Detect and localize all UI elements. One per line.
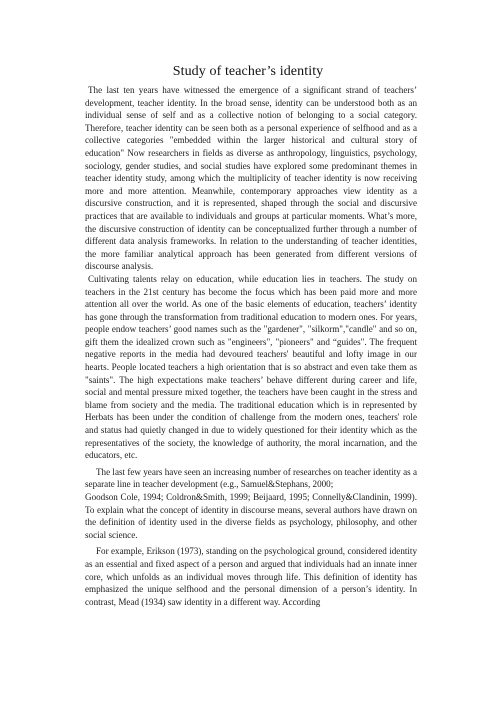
document-body [85, 84, 417, 608]
paragraph-1: The last ten years have witnessed the emergence of a significant strand of teachers’ development, teacher identity. In the broad sense, identity can be understood both as an individual sense of self and as a collective notion of belonging to a social category. Therefore, teacher identity can be seen both as a personal experience of selfhood and as a collective categories "embedded within the larger historical and cultural story of education" Now researchers in fields as diverse as anthropology, linguistics, psychology, sociology, gender studies, and social studies have explored some predominant themes in teacher identity study, among which the multiplicity of teacher identity is now receiving more and more attention. Meanwhile, contemporary approaches view identity as a discursive construction, and it is represented, shaped through the social and discursive practices that are available to individuals and groups at particular moments. What’s more, the discursive construction of identity can be conceptualized further through a number of different data analysis frameworks. In relation to the understanding of teacher identities, the more familiar analytical approach has been generated from different versions of discourse analysis. [85, 85, 417, 272]
paragraph-5: For example, Erikson (1973), standing on the psychological ground, considered identity as an essential and fixed aspect of a person and argued that individuals had an innate inner core, which unfolds as an individual moves through life. This definition of identity has emphasized the unique selfhood and the personal dimension of a person’s identity. In contrast, Mead (1934) saw identity in a different way. According [85, 546, 417, 607]
paragraph-3: The last few years have seen an increasing number of researches on teacher identity as a separate line in teacher development (e.g., Samuel&Stephans, 2000; [85, 466, 417, 490]
paragraph-4: Goodson Cole, 1994; Coldron&Smith, 1999; Beijaard, 1995; Connelly&Clandinin, 1999). To explain what the concept of identity in discourse means, several authors have drawn on the definition of identity used in the diverse fields as psychology, philosophy, and other social science. [85, 492, 417, 540]
paragraph-2: Cultivating talents relay on education, while education lies in teachers. The study on teachers in the 21st century has become the focus which has been paid more and more attention all over the world. As one of the basic elements of education, teachers’ identity has gone through the transformation from traditional education to modern ones. For years, people endow teachers’ good names such as the "gardener", "silkorm","candle" and so on, gift them the idealized crown such as "engineers", "pioneers" and “guides". The frequent negative reports in the media had devoured teachers' beautiful and lofty image in our hearts. People located teachers a high orientation that is so abstract and even take them as "saints". The high expectations make teachers’ behave different during career and life, social and mental pressure mixed together, the teachers have been caught in the stress and blame from society and the media. The traditional education which is in represented by Herbats has been under the condition of challenge from the modern ones, teachers' role and status had quietly changed in due to widely questioned for their identity which as the representatives of the society, the knowledge of authority, the moral incarnation, and the educators, etc. [85, 273, 417, 461]
document-title: Study of teacher’s identity [172, 64, 324, 79]
